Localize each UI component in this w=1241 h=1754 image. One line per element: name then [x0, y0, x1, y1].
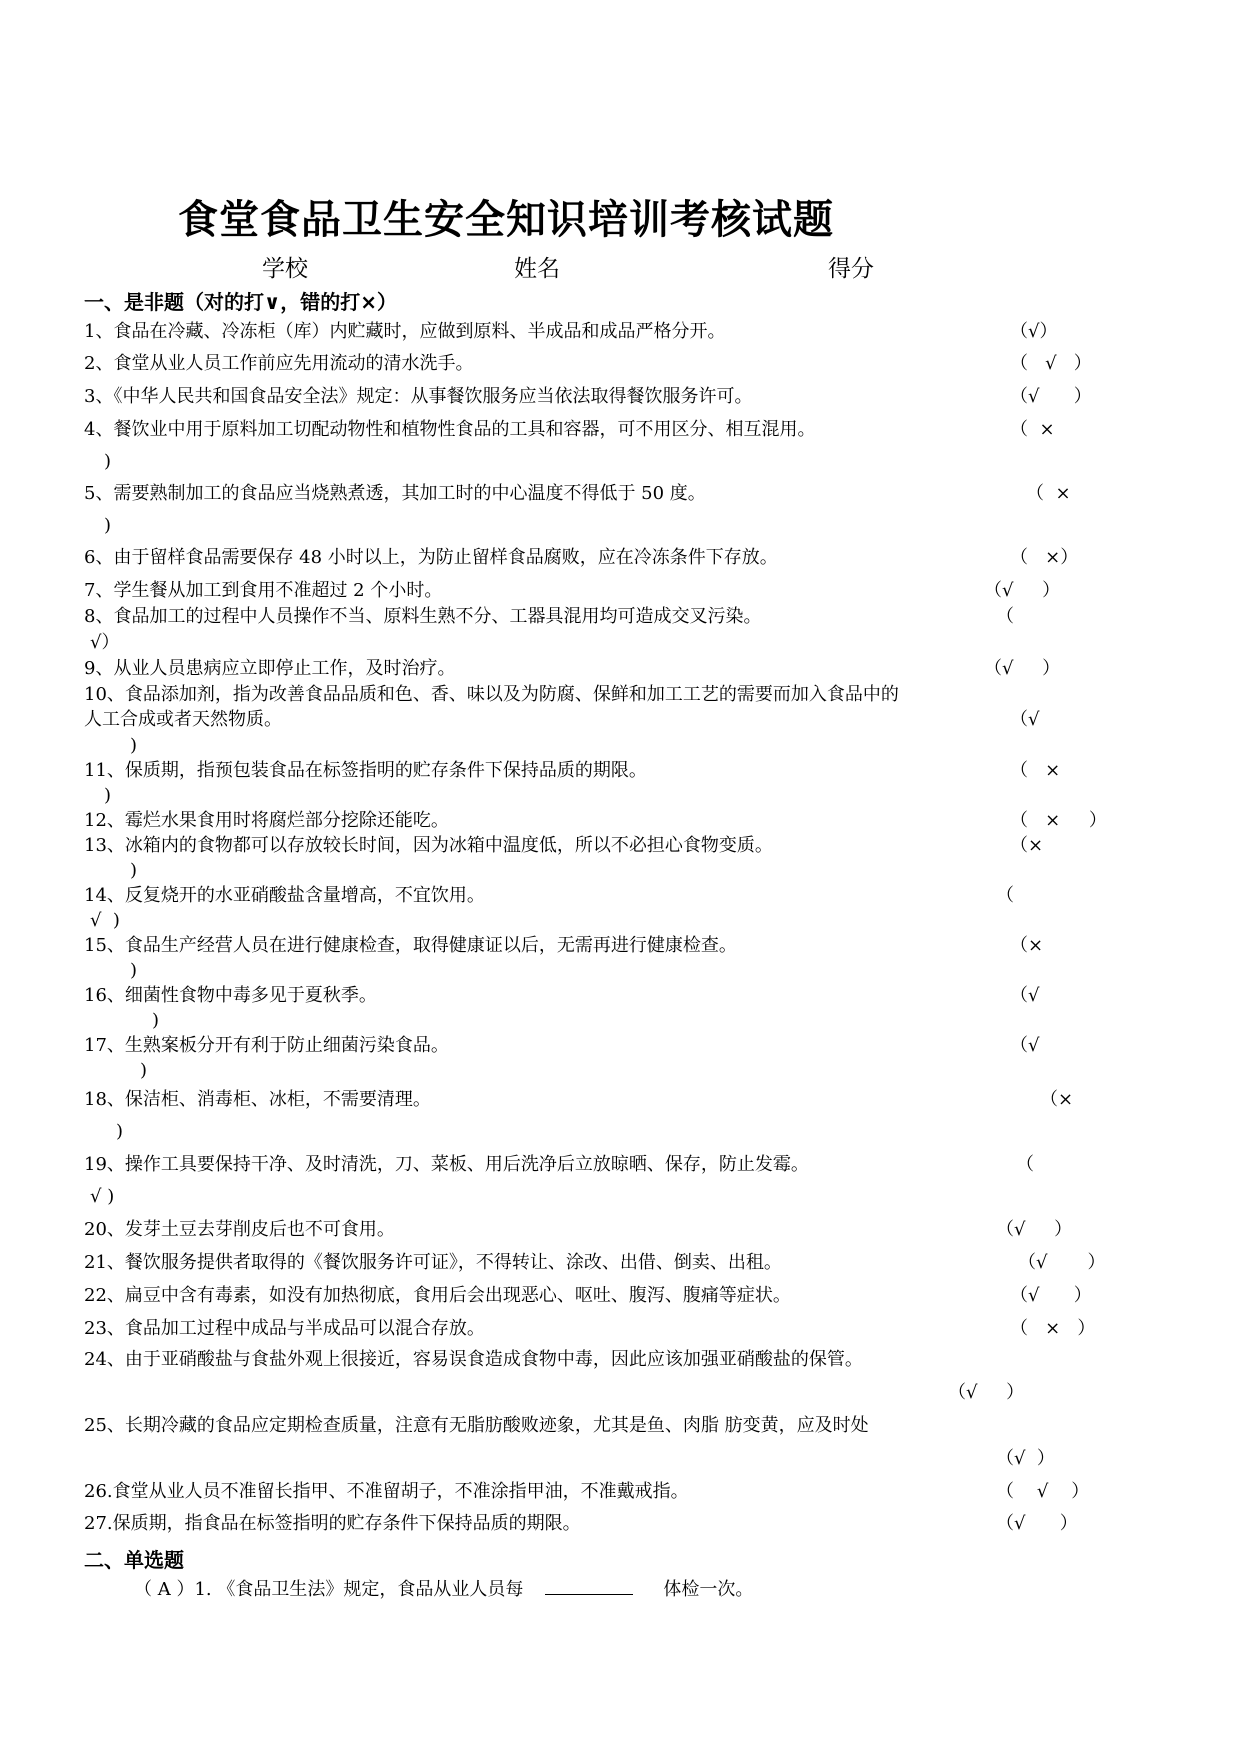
- question-22: 22、扁豆中含有毒素，如没有加热彻底，食用后会出现恶心、呕吐、腹泻、腹痛等症状。: [84, 1285, 791, 1306]
- mc-question-1-prefix: （ A ）1. 《食品卫生法》规定，食品从业人员每: [134, 1579, 524, 1600]
- question-11: 11、保质期，指预包装食品在标签指明的贮存条件下保持品质的期限。: [84, 760, 647, 781]
- question-8: 8、食品加工的过程中人员操作不当、原料生熟不分、工器具混用均可造成交叉污染。: [84, 606, 762, 627]
- question-13: 13、冰箱内的食物都可以存放较长时间，因为冰箱中温度低，所以不必担心食物变质。: [84, 835, 773, 856]
- answer-8: （: [996, 606, 1014, 627]
- question-9: 9、从业人员患病应立即停止工作，及时治疗。: [84, 658, 456, 679]
- answer-4: （ ×: [1010, 419, 1055, 440]
- question-19: 19、操作工具要保持干净、及时清洗，刀、菜板、用后洗净后立放晾晒、保存，防止发霉。: [84, 1154, 809, 1175]
- answer-11: （ ×: [1010, 760, 1061, 781]
- mc-question-1-suffix: 体检一次。: [663, 1579, 754, 1600]
- question-27: 27.保质期，指食品在标签指明的贮存条件下保持品质的期限。: [84, 1513, 581, 1534]
- answer-19: （: [1016, 1154, 1034, 1175]
- question-7: 7、学生餐从加工到食用不准超过 2 个小时。: [84, 580, 443, 601]
- question-10: 10、食品添加剂，指为改善食品品质和色、香、味以及为防腐、保鲜和加工工艺的需要而加入食品中的: [84, 684, 899, 705]
- question-1: 1、食品在冷藏、冷冻柜（库）内贮藏时，应做到原料、半成品和成品严格分开。: [84, 321, 726, 342]
- answer-19-close: √ ): [90, 1186, 115, 1207]
- answer-9: （√ ）: [984, 658, 1061, 679]
- question-20: 20、发芽土豆去芽削皮后也不可食用。: [84, 1219, 395, 1240]
- mc-question-1: [134, 1576, 753, 1602]
- question-5: 5、需要熟制加工的食品应当烧熟煮透，其加工时的中心温度不得低于 50 度。: [84, 483, 706, 504]
- question-24: 24、由于亚硝酸盐与食盐外观上很接近，容易误食造成食物中毒，因此应该加强亚硝酸盐的保管。: [84, 1349, 863, 1370]
- answer-20: （√ ）: [996, 1219, 1073, 1240]
- question-26: 26.食堂从业人员不准留长指甲、不准留胡子，不准涂指甲油，不准戴戒指。: [84, 1481, 689, 1502]
- answer-16: （√: [1010, 985, 1040, 1006]
- answer-5-close: ): [104, 515, 112, 536]
- answer-14-close: √ ): [90, 910, 120, 931]
- answer-24: （√ ）: [948, 1382, 1025, 1403]
- question-16: 16、细菌性食物中毒多见于夏秋季。: [84, 985, 377, 1006]
- answer-17-close: ): [140, 1060, 148, 1081]
- question-15: 15、食品生产经营人员在进行健康检查，取得健康证以后，无需再进行健康检查。: [84, 935, 737, 956]
- answer-8-close: √）: [90, 632, 120, 653]
- answer-22: （√ ）: [1010, 1285, 1092, 1306]
- answer-blank: [545, 1576, 633, 1595]
- question-4: 4、餐饮业中用于原料加工切配动物性和植物性食品的工具和容器，可不用区分、相互混用。: [84, 419, 816, 440]
- question-3: 3、《中华人民共和国食品安全法》规定：从事餐饮服务应当依法取得餐饮服务许可。: [84, 386, 753, 407]
- question-2: 2、食堂从业人员工作前应先用流动的清水洗手。: [84, 353, 474, 374]
- section-true-false-heading: 一、是非题（对的打∨，错的打×）: [84, 290, 397, 314]
- answer-14: （: [996, 885, 1014, 906]
- question-17: 17、生熟案板分开有利于防止细菌污染食品。: [84, 1035, 449, 1056]
- answer-18-close: ): [116, 1121, 124, 1142]
- answer-2: （ √ ）: [1010, 353, 1092, 374]
- answer-11-close: ): [104, 785, 112, 806]
- question-14: 14、反复烧开的水亚硝酸盐含量增高，不宜饮用。: [84, 885, 485, 906]
- page-title: 食堂食品卫生安全知识培训考核试题: [178, 197, 834, 243]
- name-label: 姓名: [514, 256, 560, 282]
- answer-5: （ ×: [1026, 483, 1071, 504]
- answer-13: （×: [1010, 835, 1044, 856]
- answer-17: （√: [1010, 1035, 1040, 1056]
- answer-10-close: ): [130, 735, 138, 756]
- question-25: 25、长期冷藏的食品应定期检查质量，注意有无脂肪酸败迹象，尤其是鱼、肉脂 肪变黄，应及时处: [84, 1415, 869, 1436]
- answer-27: （√ ）: [996, 1513, 1078, 1534]
- answer-18: （×: [1040, 1089, 1074, 1110]
- answer-1: （√）: [1010, 321, 1058, 342]
- answer-3: （√ ）: [1010, 386, 1092, 407]
- answer-13-close: ): [130, 860, 138, 881]
- answer-15-close: ): [130, 960, 138, 981]
- answer-7: （√ ）: [984, 580, 1061, 601]
- question-6: 6、由于留样食品需要保存 48 小时以上，为防止留样食品腐败，应在冷冻条件下存放。: [84, 547, 778, 568]
- question-12: 12、霉烂水果食用时将腐烂部分挖除还能吃。: [84, 810, 449, 831]
- question-18: 18、保洁柜、消毒柜、冰柜，不需要清理。: [84, 1089, 431, 1110]
- answer-15: （×: [1010, 935, 1044, 956]
- answer-16-close: ): [152, 1010, 160, 1031]
- question-21: 21、餐饮服务提供者取得的《餐饮服务许可证》，不得转让、涂改、出借、倒卖、出租。: [84, 1252, 782, 1273]
- question-23: 23、食品加工过程中成品与半成品可以混合存放。: [84, 1318, 485, 1339]
- answer-26: （ √ ）: [996, 1481, 1090, 1502]
- question-10-cont: 人工合成或者天然物质。: [84, 709, 282, 730]
- answer-25: （√ ）: [996, 1448, 1055, 1469]
- score-label: 得分: [828, 256, 874, 282]
- answer-4-close: ): [104, 451, 112, 472]
- answer-21: （√ ）: [1018, 1252, 1106, 1273]
- answer-10: （√: [1010, 709, 1040, 730]
- answer-23: （ × ）: [1010, 1318, 1096, 1339]
- school-label: 学校: [262, 256, 308, 282]
- answer-12: （ × ）: [1010, 810, 1107, 831]
- section-single-choice-heading: 二、单选题: [84, 1548, 184, 1572]
- answer-6: （ ×）: [1010, 547, 1079, 568]
